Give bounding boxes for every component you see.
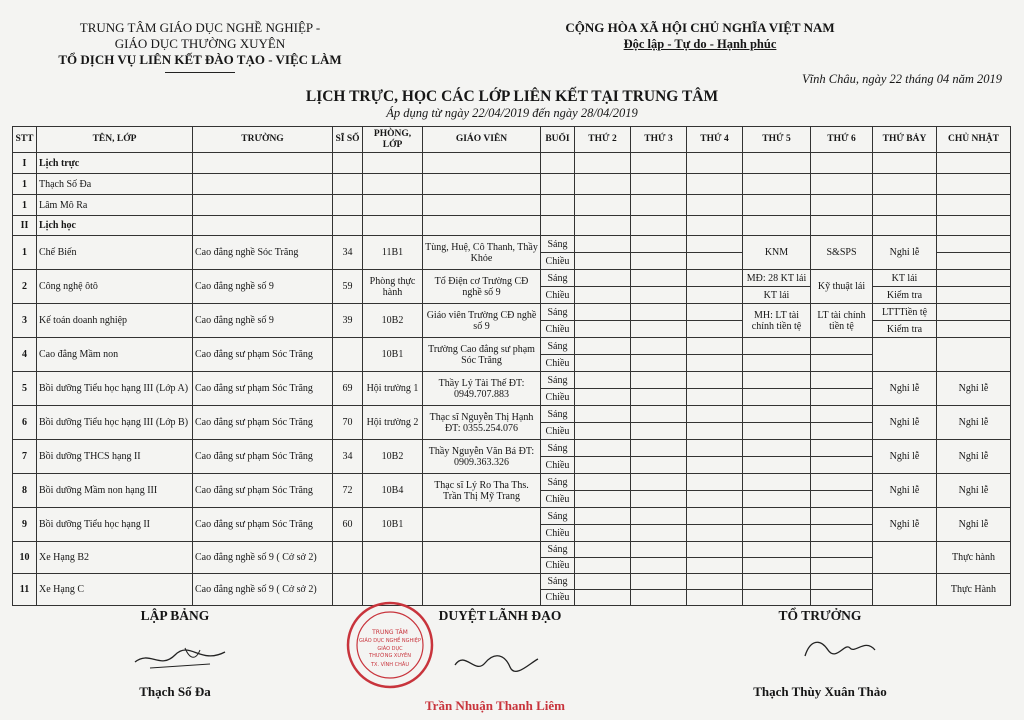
session-morning: Sáng	[541, 338, 575, 355]
stt-cell: 5	[13, 372, 37, 406]
col-header: THỨ BẢY	[873, 127, 937, 153]
schedule-table	[12, 126, 1011, 606]
thu7-cell: Nghỉ lễ	[873, 406, 937, 440]
document-date: Vĩnh Châu, ngày 22 tháng 04 năm 2019	[802, 72, 1002, 86]
school-cell: Cao đẳng nghề Sóc Trăng	[193, 236, 333, 270]
cn-cell: Nghỉ lễ	[937, 508, 1011, 542]
cn-cell	[937, 338, 1011, 372]
col-header: GIÁO VIÊN	[423, 127, 541, 153]
national-line-1: CỘNG HÒA XÃ HỘI CHỦ NGHĨA VIỆT NAM	[565, 20, 835, 35]
school-cell: Cao đẳng sư phạm Sóc Trăng	[193, 372, 333, 406]
school-cell: Cao đẳng sư phạm Sóc Trăng	[193, 508, 333, 542]
stt-cell: 8	[13, 474, 37, 508]
session-afternoon: Chiều	[541, 525, 575, 542]
table-row	[13, 304, 1011, 321]
cn-cell: Nghỉ lễ	[937, 406, 1011, 440]
teacher-cell: Thạc sĩ Lý Ro Tha Ths. Trần Thị Mỹ Trang	[423, 474, 541, 508]
svg-text:GIÁO DỤC: GIÁO DỤC	[377, 646, 403, 652]
class-name-cell: Bồi dưỡng Mầm non hạng III	[37, 474, 193, 508]
session-afternoon: Chiều	[541, 287, 575, 304]
teacher-cell: Thạc sĩ Nguyễn Thị Hạnh ĐT: 0355.254.076	[423, 406, 541, 440]
section-row	[13, 153, 1011, 174]
col-header: THỨ 6	[811, 127, 873, 153]
teacher-cell	[423, 574, 541, 606]
cn-cell: Nghỉ lễ	[937, 372, 1011, 406]
thu7-morning-cell: LTTTiền tệ	[873, 304, 937, 321]
table-row	[13, 474, 1011, 491]
duty-row	[13, 174, 1011, 195]
col-header: BUỔI	[541, 127, 575, 153]
room-cell: 10B2	[363, 440, 423, 474]
session-afternoon: Chiều	[541, 457, 575, 474]
stt-cell: 1	[13, 236, 37, 270]
session-morning: Sáng	[541, 574, 575, 590]
school-cell: Cao đẳng sư phạm Sóc Trăng	[193, 406, 333, 440]
issuer-line-2: GIÁO DỤC THƯỜNG XUYÊN	[114, 36, 286, 51]
school-cell: Cao đẳng sư phạm Sóc Trăng	[193, 474, 333, 508]
session-morning: Sáng	[541, 236, 575, 253]
session-morning: Sáng	[541, 508, 575, 525]
col-header: SĨ SỐ	[333, 127, 363, 153]
session-morning: Sáng	[541, 372, 575, 389]
thu5-cell: KNM	[743, 236, 811, 270]
signer-name-right: Thạch Thùy Xuân Thảo	[753, 684, 887, 699]
signature-title-left: LẬP BẢNG	[140, 608, 210, 623]
session-morning: Sáng	[541, 474, 575, 491]
teacher-cell: Thầy Lý Tài Thế ĐT: 0949.707.883	[423, 372, 541, 406]
col-header: THỨ 3	[631, 127, 687, 153]
school-cell: Cao đẳng nghề số 9	[193, 304, 333, 338]
count-cell: 60	[333, 508, 363, 542]
signature-middle	[450, 645, 540, 681]
class-name-cell: Bồi dưỡng Tiểu học hạng II	[37, 508, 193, 542]
school-cell: Cao đẳng sư phạm Sóc Trăng	[193, 440, 333, 474]
national-motto: Độc lập - Tự do - Hạnh phúc	[623, 37, 777, 51]
stt-cell: 10	[13, 542, 37, 574]
name-cell: Lâm Mô Ra	[37, 195, 193, 216]
signature-title-middle: DUYỆT LÃNH ĐẠO	[438, 608, 562, 623]
stt-cell: 1	[13, 195, 37, 216]
teacher-cell: Thầy Nguyễn Văn Bá ĐT: 0909.363.326	[423, 440, 541, 474]
thu7-cell: Nghỉ lễ	[873, 474, 937, 508]
svg-text:THƯỜNG XUYÊN: THƯỜNG XUYÊN	[369, 653, 411, 659]
cn-cell: Nghỉ lễ	[937, 440, 1011, 474]
thu7-cell: Nghỉ lễ	[873, 508, 937, 542]
section-row	[13, 216, 1011, 236]
teacher-cell: Tùng, Huệ, Cô Thanh, Thầy Khỏe	[423, 236, 541, 270]
class-name-cell: Bồi dưỡng Tiểu học hạng III (Lớp A)	[37, 372, 193, 406]
thu7-cell	[873, 542, 937, 574]
session-afternoon: Chiều	[541, 321, 575, 338]
room-cell	[363, 542, 423, 574]
stt-cell: 3	[13, 304, 37, 338]
cn-cell: Thực hành	[937, 542, 1011, 574]
thu6-cell: S&SPS	[811, 236, 873, 270]
header-divider	[165, 72, 235, 73]
thu7-afternoon-cell: Kiểm tra	[873, 287, 937, 304]
count-cell: 39	[333, 304, 363, 338]
count-cell	[333, 338, 363, 372]
table-row	[13, 236, 1011, 253]
session-afternoon: Chiều	[541, 389, 575, 406]
col-header: STT	[13, 127, 37, 153]
table-row	[13, 338, 1011, 355]
thu5-cell: MH: LT tài chính tiền tệ	[743, 304, 811, 338]
thu7-cell	[873, 338, 937, 372]
table-row	[13, 372, 1011, 389]
school-cell: Cao đẳng nghề số 9 ( Cở sở 2)	[193, 574, 333, 606]
session-morning: Sáng	[541, 406, 575, 423]
room-cell: 10B2	[363, 304, 423, 338]
teacher-cell: Tổ Điện cơ Trường CĐ nghề số 9	[423, 270, 541, 304]
school-cell: Cao đẳng nghề số 9	[193, 270, 333, 304]
class-name-cell: Cao đẳng Mầm non	[37, 338, 193, 372]
session-afternoon: Chiều	[541, 590, 575, 606]
table-row	[13, 270, 1011, 287]
count-cell: 69	[333, 372, 363, 406]
count-cell: 59	[333, 270, 363, 304]
stt-cell: 2	[13, 270, 37, 304]
thu7-morning-cell: KT lái	[873, 270, 937, 287]
col-header: TRƯỜNG	[193, 127, 333, 153]
teacher-cell	[423, 508, 541, 542]
svg-text:TX. VĨNH CHÂU: TX. VĨNH CHÂU	[371, 662, 409, 668]
signature-title-right: TỔ TRƯỞNG	[778, 608, 862, 623]
room-cell: 10B4	[363, 474, 423, 508]
class-name-cell: Xe Hạng B2	[37, 542, 193, 574]
room-cell: Hội trường 2	[363, 406, 423, 440]
col-header: CHỦ NHẬT	[937, 127, 1011, 153]
class-name-cell: Chế Biến	[37, 236, 193, 270]
room-cell: 10B1	[363, 508, 423, 542]
thu5-afternoon-cell: KT lái	[743, 287, 811, 304]
school-cell: Cao đẳng sư phạm Sóc Trăng	[193, 338, 333, 372]
stt-cell: 1	[13, 174, 37, 195]
stt-cell: 9	[13, 508, 37, 542]
stt-cell: 4	[13, 338, 37, 372]
session-morning: Sáng	[541, 270, 575, 287]
stt-cell: I	[13, 153, 37, 174]
thu6-cell: Kỹ thuật lái	[811, 270, 873, 304]
count-cell: 34	[333, 440, 363, 474]
count-cell: 72	[333, 474, 363, 508]
session-afternoon: Chiều	[541, 491, 575, 508]
stt-cell: 7	[13, 440, 37, 474]
table-row	[13, 508, 1011, 525]
class-name-cell: Xe Hạng C	[37, 574, 193, 606]
thu7-cell: Nghỉ lễ	[873, 440, 937, 474]
cn-cell: Nghỉ lễ	[937, 474, 1011, 508]
document-title: LỊCH TRỰC, HỌC CÁC LỚP LIÊN KẾT TẠI TRUNG TÂM	[305, 88, 719, 105]
col-header: THỨ 5	[743, 127, 811, 153]
document-subtitle: Áp dụng từ ngày 22/04/2019 đến ngày 28/04/2019	[386, 106, 638, 120]
teacher-cell	[423, 542, 541, 574]
col-header: THỨ 4	[687, 127, 743, 153]
issuer-line-3: TỔ DỊCH VỤ LIÊN KẾT ĐÀO TẠO - VIỆC LÀM	[58, 52, 342, 67]
table-row	[13, 406, 1011, 423]
stt-cell: 11	[13, 574, 37, 606]
thu7-cell: Nghỉ lễ	[873, 372, 937, 406]
svg-text:TRUNG TÂM: TRUNG TÂM	[372, 629, 408, 636]
room-cell: Phòng thực hành	[363, 270, 423, 304]
col-header: TÊN, LỚP	[37, 127, 193, 153]
room-cell: 11B1	[363, 236, 423, 270]
issuer-header	[40, 20, 360, 73]
table-row	[13, 542, 1011, 558]
stt-cell: 6	[13, 406, 37, 440]
class-name-cell: Kế toán doanh nghiệp	[37, 304, 193, 338]
col-header: THỨ 2	[575, 127, 631, 153]
thu6-cell: LT tài chính tiền tệ	[811, 304, 873, 338]
signature-left	[130, 640, 230, 676]
room-cell: 10B1	[363, 338, 423, 372]
session-afternoon: Chiều	[541, 355, 575, 372]
class-name-cell: Bồi dưỡng Tiểu học hạng III (Lớp B)	[37, 406, 193, 440]
signature-right	[800, 630, 880, 666]
session-morning: Sáng	[541, 542, 575, 558]
school-cell: Cao đẳng nghề số 9 ( Cở sở 2)	[193, 542, 333, 574]
class-name-cell: Bồi dưỡng THCS hạng II	[37, 440, 193, 474]
count-cell	[333, 542, 363, 574]
col-header: PHÒNG, LỚP	[363, 127, 423, 153]
name-cell: Thạch Số Đa	[37, 174, 193, 195]
thu7-afternoon-cell: Kiểm tra	[873, 321, 937, 338]
table-row	[13, 440, 1011, 457]
session-morning: Sáng	[541, 440, 575, 457]
name-cell: Lịch trực	[37, 153, 193, 174]
issuer-line-1: TRUNG TÂM GIÁO DỤC NGHỀ NGHIỆP -	[79, 20, 321, 35]
svg-text:GIÁO DỤC NGHỀ NGHIỆP: GIÁO DỤC NGHỀ NGHIỆP	[359, 638, 421, 644]
thu7-cell: Nghỉ lễ	[873, 236, 937, 270]
session-morning: Sáng	[541, 304, 575, 321]
count-cell: 34	[333, 236, 363, 270]
count-cell: 70	[333, 406, 363, 440]
signer-name-left: Thạch Số Đa	[139, 684, 211, 699]
official-seal-icon	[345, 600, 435, 690]
room-cell: Hội trường 1	[363, 372, 423, 406]
stt-cell: II	[13, 216, 37, 236]
table-header-row	[13, 127, 1011, 153]
table-row	[13, 574, 1011, 590]
teacher-cell: Trường Cao đẳng sư phạm Sóc Trăng	[423, 338, 541, 372]
session-afternoon: Chiều	[541, 423, 575, 440]
session-afternoon: Chiều	[541, 558, 575, 574]
class-name-cell: Công nghệ ôtô	[37, 270, 193, 304]
national-header	[520, 20, 880, 52]
session-afternoon: Chiều	[541, 253, 575, 270]
teacher-cell: Giáo viên Trường CĐ nghề số 9	[423, 304, 541, 338]
signer-name-middle: Trần Nhuận Thanh Liêm	[424, 698, 566, 713]
thu7-cell	[873, 574, 937, 606]
name-cell: Lịch học	[37, 216, 193, 236]
thu5-morning-cell: MĐ: 28 KT lái	[743, 270, 811, 287]
duty-row	[13, 195, 1011, 216]
cn-cell: Thực Hành	[937, 574, 1011, 606]
